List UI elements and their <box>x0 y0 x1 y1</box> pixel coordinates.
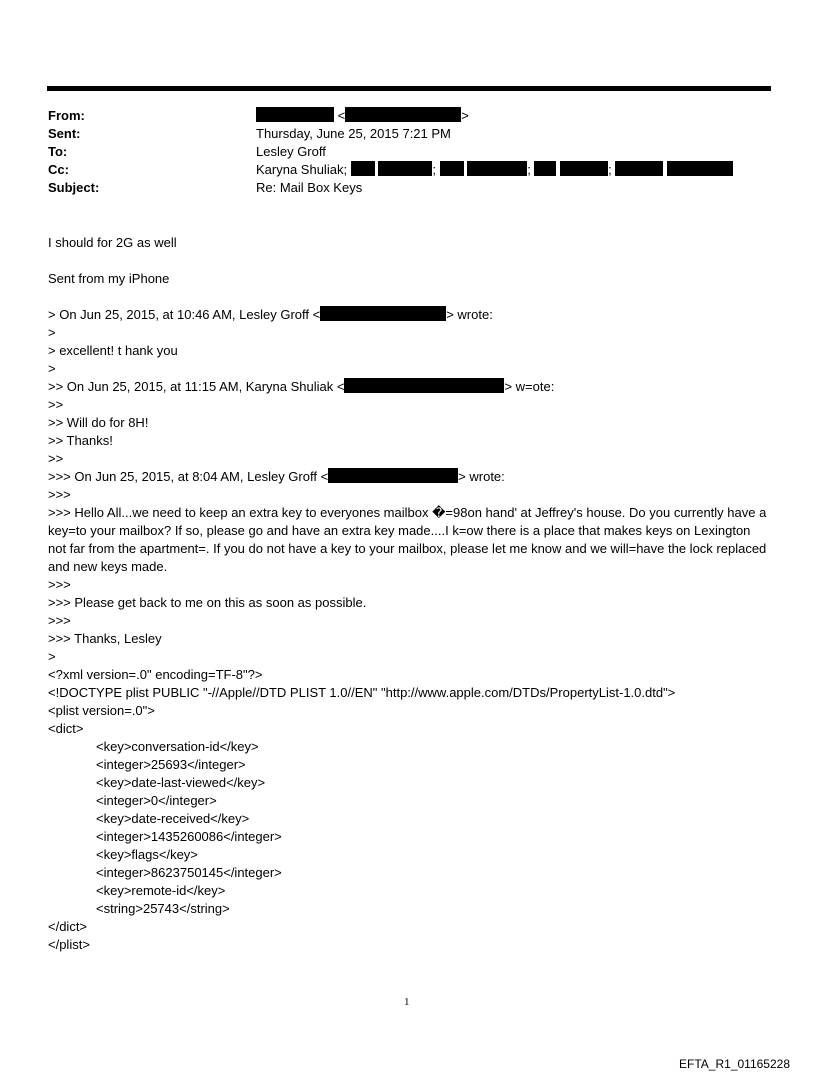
redaction-box <box>256 107 334 122</box>
redaction-box <box>351 161 375 176</box>
quote-line <box>48 378 554 396</box>
plist-line: <!DOCTYPE plist PUBLIC "-//Apple//DTD PLIST 1.0//EN" "http://www.apple.com/DTDs/PropertyList-1.0.dtd"> <box>48 685 676 700</box>
from-label: From: <box>48 108 85 123</box>
redaction-box <box>667 161 733 176</box>
plist-line: </plist> <box>48 937 90 952</box>
to-label: To: <box>48 144 68 159</box>
plist-entry: <integer>1435260086</integer> <box>96 829 282 844</box>
quote-paragraph: >>> Hello All...we need to keep an extra key to everyones mailbox �=98on hand' at Jeffrey's house. Do you currently have a key=to your mailbox? If so, please go and have an extra key made....I k=ow there is a place that makes keys on Lexington not far from the apartment=. If you do not have a key to your mailbox, please let me know and we will=have the lock replaced and new keys made. <box>48 505 767 574</box>
quote-line: >> <box>48 451 64 466</box>
plist-line: </dict> <box>48 919 88 934</box>
redaction-box <box>440 161 464 176</box>
cc-sep: ; <box>432 162 436 177</box>
quote-text: > w=ote: <box>504 379 555 394</box>
redaction-box <box>534 161 556 176</box>
subject-value: Re: Mail Box Keys <box>256 180 363 195</box>
plist-entry: <integer>8623750145</integer> <box>96 865 282 880</box>
plist-line: <dict> <box>48 721 84 736</box>
redaction-box <box>615 161 663 176</box>
redaction-box <box>320 306 446 321</box>
quote-line: >>> <box>48 487 71 502</box>
quote-line <box>48 468 505 486</box>
from-gt: > <box>461 108 469 123</box>
quote-line: > <box>48 649 56 664</box>
body-line: Sent from my iPhone <box>48 271 170 286</box>
quote-line: > <box>48 325 56 340</box>
plist-entry: <key>conversation-id</key> <box>96 739 259 754</box>
sent-value: Thursday, June 25, 2015 7:21 PM <box>256 126 451 141</box>
page-number: 1 <box>404 996 410 1008</box>
plist-entry: <integer>0</integer> <box>96 793 217 808</box>
sent-label: Sent: <box>48 126 81 141</box>
cc-value <box>256 161 733 179</box>
redaction-box <box>378 161 432 176</box>
quote-text: >> On Jun 25, 2015, at 11:15 AM, Karyna Shuliak < <box>48 379 345 394</box>
plist-line: <?xml version=.0" encoding=TF-8"?> <box>48 667 263 682</box>
quote-text: > wrote: <box>446 307 493 322</box>
quote-line: >>> Thanks, Lesley <box>48 631 162 646</box>
quote-line: > excellent! t hank you <box>48 343 178 358</box>
plist-entry: <string>25743</string> <box>96 901 230 916</box>
redaction-box <box>560 161 608 176</box>
quote-line: >>> <box>48 613 71 628</box>
cc-sep: ; <box>527 162 531 177</box>
redaction-box <box>328 468 458 483</box>
redaction-box <box>345 107 461 122</box>
quote-text: > wrote: <box>458 469 505 484</box>
quote-line: >> <box>48 397 64 412</box>
from-value <box>256 107 469 125</box>
quote-line: >>> Please get back to me on this as soon as possible. <box>48 595 367 610</box>
redaction-box <box>467 161 527 176</box>
cc-label: Cc: <box>48 162 69 177</box>
header-rule <box>47 86 771 91</box>
plist-line: <plist version=.0"> <box>48 703 155 718</box>
body-line: I should for 2G as well <box>48 235 177 250</box>
quote-text: >>> On Jun 25, 2015, at 8:04 AM, Lesley Groff < <box>48 469 329 484</box>
from-lt: < <box>337 108 346 123</box>
cc-name: Karyna Shuliak; <box>256 162 348 177</box>
quote-text: > On Jun 25, 2015, at 10:46 AM, Lesley Groff < <box>48 307 321 322</box>
quote-line: >> Will do for 8H! <box>48 415 149 430</box>
to-value: Lesley Groff <box>256 144 326 159</box>
quote-line: > <box>48 361 56 376</box>
plist-entry: <key>remote-id</key> <box>96 883 226 898</box>
plist-entry: <key>date-last-viewed</key> <box>96 775 266 790</box>
quote-line <box>48 306 493 324</box>
subject-label: Subject: <box>48 180 100 195</box>
quote-line: >> Thanks! <box>48 433 113 448</box>
plist-entry: <integer>25693</integer> <box>96 757 246 772</box>
redaction-box <box>344 378 504 393</box>
document-id: EFTA_R1_01165228 <box>679 1057 790 1071</box>
plist-entry: <key>flags</key> <box>96 847 198 862</box>
plist-entry: <key>date-received</key> <box>96 811 250 826</box>
quote-line: >>> <box>48 577 71 592</box>
cc-sep: ; <box>608 162 612 177</box>
